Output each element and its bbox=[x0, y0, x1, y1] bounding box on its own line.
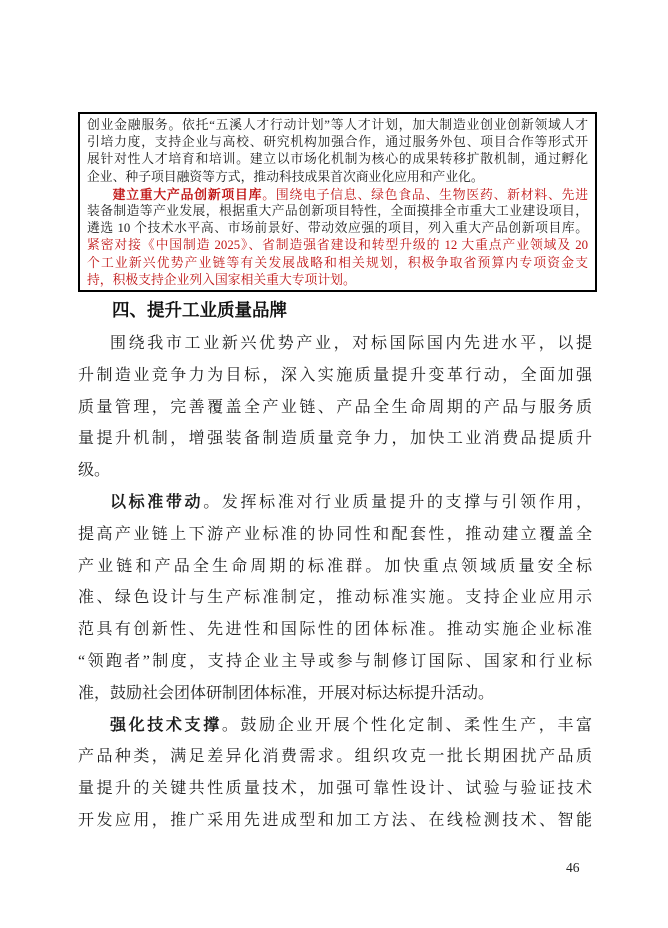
text-segment: 创业金融服务。依托“五溪人才行动计划”等人才计划，加大制造业创业创新领域人才 bbox=[87, 118, 588, 132]
bold-lead-in: 强化技术支撑 bbox=[110, 716, 222, 734]
text-segment: 企业、种子项目融资等方式，推动科技成果首次商业化应用和产业化。 bbox=[87, 169, 484, 184]
text-line bbox=[87, 203, 588, 220]
text-segment: 提高产业链上下游产业标准的协同性和配套性，推动建立覆盖全 bbox=[78, 525, 592, 543]
text-line bbox=[87, 186, 588, 203]
text-line bbox=[78, 646, 592, 678]
text-line bbox=[78, 805, 592, 837]
text-segment: 遴选 10 个技术水平高、市场前景好、带动效应强的项目，列入重大产品创新项目库。 bbox=[87, 221, 588, 236]
text-line bbox=[78, 423, 592, 455]
text-line bbox=[78, 519, 592, 551]
text-segment: 准，鼓励社会团体研制团体标准，开展对标达标提升活动。 bbox=[78, 684, 495, 702]
text-line bbox=[78, 392, 592, 424]
text-line bbox=[87, 220, 588, 237]
text-segment: 引培力度，支持企业与高校、研究机构加强合作，通过服务外包、项目合作等形式开 bbox=[87, 135, 588, 150]
text-line bbox=[78, 360, 592, 392]
section-heading: 四、提升工业质量品牌 bbox=[112, 300, 287, 320]
text-line bbox=[78, 455, 592, 487]
text-segment: 准、绿色设计与生产标准制定，推动标准实施。支持企业应用示 bbox=[78, 589, 592, 607]
text-segment: 范具有创新性、先进性和国际性的团体标准。推动实施企业标准 bbox=[78, 621, 592, 639]
text-line bbox=[78, 328, 592, 360]
text-line bbox=[87, 117, 588, 134]
bold-lead-in: 以标准带动 bbox=[110, 493, 204, 511]
text-segment: 装备制造等产业发展，根据重大产品创新项目特性，全面摸排全市重大工业建设项目， bbox=[87, 203, 588, 218]
text-line bbox=[78, 678, 592, 710]
bold-lead-in: 建立重大产品创新项目库 bbox=[112, 186, 263, 202]
text-line bbox=[87, 169, 588, 186]
text-line bbox=[78, 614, 592, 646]
text-segment: 持，积极支持企业列入国家相关重大专项计划。 bbox=[87, 272, 356, 287]
text-line bbox=[87, 255, 588, 272]
highlight-box bbox=[78, 112, 597, 292]
text-line bbox=[78, 487, 592, 519]
text-segment: 级。 bbox=[78, 462, 111, 480]
text-line bbox=[78, 710, 592, 742]
text-line bbox=[78, 582, 592, 614]
text-line bbox=[78, 773, 592, 805]
text-line bbox=[87, 237, 588, 254]
text-segment: 质量管理，完善覆盖全产业链、产品全生命周期的产品与服务质 bbox=[78, 398, 592, 416]
text-segment: 紧密对接《中国制造 2025》、省制造强省建设和转型升级的 12 大重点产业领域及 20 bbox=[87, 238, 588, 253]
page-number: 46 bbox=[566, 860, 580, 875]
text-line bbox=[78, 741, 592, 773]
text-segment: “领跑者”制度，支持企业主导或参与制修订国际、国家和行业标 bbox=[78, 652, 592, 670]
text-segment: 量提升的关键共性质量技术，加强可靠性设计、试验与验证技术 bbox=[78, 780, 592, 798]
text-segment: 产品种类，满足差异化消费需求。组织攻克一批长期困扰产品质 bbox=[78, 748, 592, 766]
text-segment: 围绕我市工业新兴优势产业，对标国际国内先进水平，以提 bbox=[110, 335, 592, 352]
text-segment: 。围绕电子信息、绿色食品、生物医药、新材料、先进 bbox=[262, 187, 588, 202]
text-segment: 。发挥标准对行业质量提升的支撑与引领作用， bbox=[203, 493, 592, 511]
text-segment: 产业链和产品全生命周期的标准群。加快重点领域质量安全标 bbox=[78, 557, 592, 575]
text-segment: 。鼓励企业开展个性化定制、柔性生产，丰富 bbox=[221, 716, 592, 734]
text-line bbox=[87, 272, 588, 289]
text-segment: 展针对性人才培育和培训。建立以市场化机制为核心的成果转移扩散机制，通过孵化 bbox=[87, 152, 588, 167]
text-segment: 个工业新兴优势产业链等有关发展战略和相关规划，积极争取省预算内专项资金支 bbox=[87, 255, 588, 270]
text-segment: 开发应用，推广采用先进成型和加工方法、在线检测技术、智能 bbox=[78, 811, 592, 829]
text-segment: 升制造业竞争力为目标，深入实施质量提升变革行动，全面加强 bbox=[78, 366, 592, 384]
text-line bbox=[87, 151, 588, 168]
text-segment: 量提升机制，增强装备制造质量竞争力，加快工业消费品提质升 bbox=[78, 430, 592, 448]
paragraphs bbox=[78, 328, 592, 837]
body-text bbox=[78, 296, 592, 837]
text-line bbox=[87, 134, 588, 151]
text-line bbox=[78, 551, 592, 583]
